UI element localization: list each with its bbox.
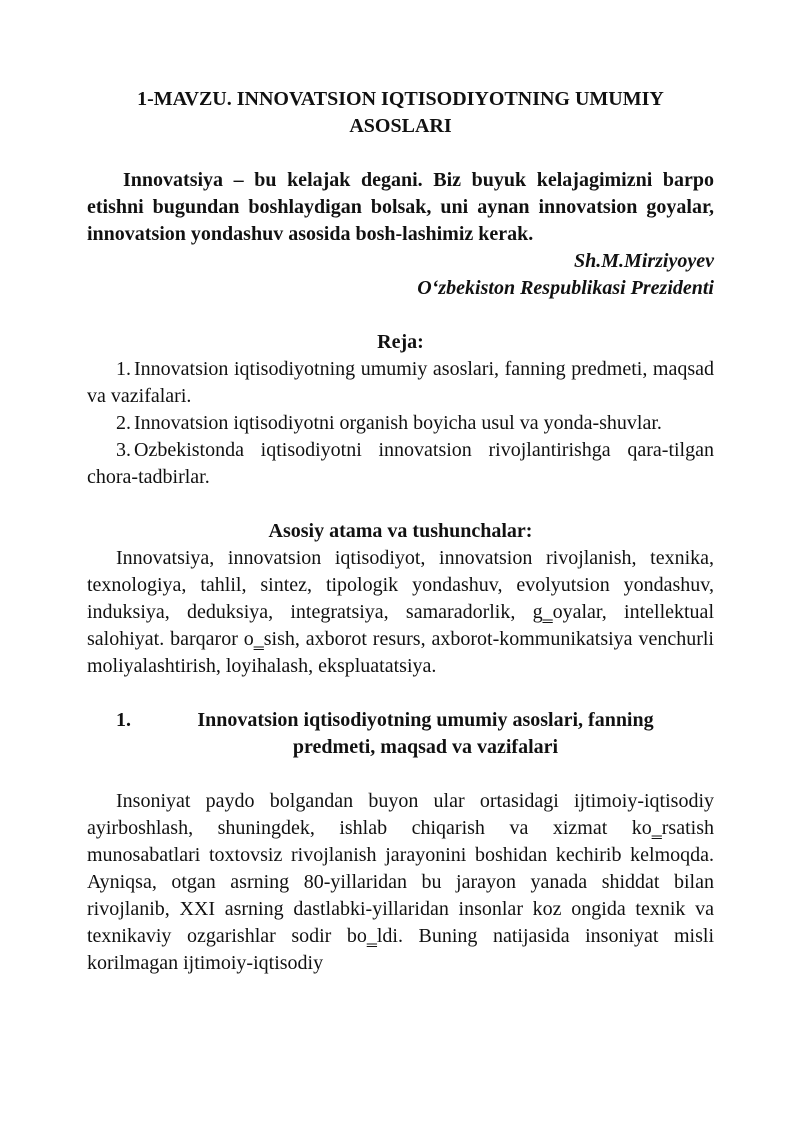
epigraph-author: Sh.M.Mirziyoyev <box>574 250 714 272</box>
topic-title <box>87 86 714 140</box>
section-heading <box>87 707 714 761</box>
plan-item-text: Ozbekistonda iqtisodiyotni innovatsion rivojlantirishga qara-tilgan chora-tadbirlar. <box>87 439 714 488</box>
plan-item <box>87 410 714 437</box>
section-body-paragraph: Insoniyat paydo bolgandan buyon ular ortasidagi ijtimoiy-iqtisodiy ayirboshlash, shuningdek, ishlab chiqarish va xizmat ko‗rsatish munosabatlari toxtovsiz rivojlanish jarayonini boshidan kechirib kelmoqda. Ayniqsa, otgan asrning 80-yillaridan bu jarayon yanada shiddat bilan rivojlanib, XXI asrning dastlabki-yillaridan insonlar koz ongida texnik va texnikaviy ozgarishlar sodir bo‗ldi. Buning natijasida insoniyat misli korilmagan ijtimoiy-iqtisodiy <box>87 790 714 974</box>
plan-item-text: Innovatsion iqtisodiyotning umumiy asoslari, fanning predmeti, maqsad va vazifalari. <box>87 358 714 407</box>
plan-item-number: 3. <box>116 439 131 461</box>
epigraph-author-role: O‘zbekiston Respublikasi Prezidenti <box>417 277 714 299</box>
plan-item <box>87 437 714 491</box>
plan-item-number: 1. <box>116 358 131 380</box>
plan-item-number: 2. <box>116 412 131 434</box>
section-title: Innovatsion iqtisodiyotning umumiy asoslari, fanning predmeti, maqsad va vazifalari <box>197 709 654 758</box>
topic-title-line2: ASOSLARI <box>349 115 452 137</box>
terms-heading: Asosiy atama va tushunchalar: <box>268 520 533 542</box>
section-number: 1. <box>116 709 131 731</box>
plan-item-text: Innovatsion iqtisodiyotni organish boyicha usul va yonda-shuvlar. <box>134 412 662 434</box>
epigraph-quote: Innovatsiya – bu kelajak degani. Biz buyuk kelajagimizni barpo etishni bugundan boshlaydigan bolsak, uni aynan innovatsion goyalar, innovatsion yondashuv asosida bosh-lashimiz kerak. <box>87 169 714 245</box>
terms-text: Innovatsiya, innovatsion iqtisodiyot, innovatsion rivojlanish, texnika, texnologiya, tahlil, sintez, tipologik yondashuv, evolyutsion yondashuv, induksiya, deduksiya, integratsiya, samaradorlik, g‗oyalar, intellektual salohiyat. barqaror o‗sish, axborot resurs, axborot-kommunikatsiya venchurli moliyalashtirish, loyihalash, ekspluatatsiya. <box>87 547 714 677</box>
plan-heading: Reja: <box>377 331 424 353</box>
document-page <box>87 86 714 977</box>
topic-title-line1: 1-MAVZU. INNOVATSION IQTISODIYOTNING UMUMIY <box>137 88 664 110</box>
plan-item <box>87 356 714 410</box>
